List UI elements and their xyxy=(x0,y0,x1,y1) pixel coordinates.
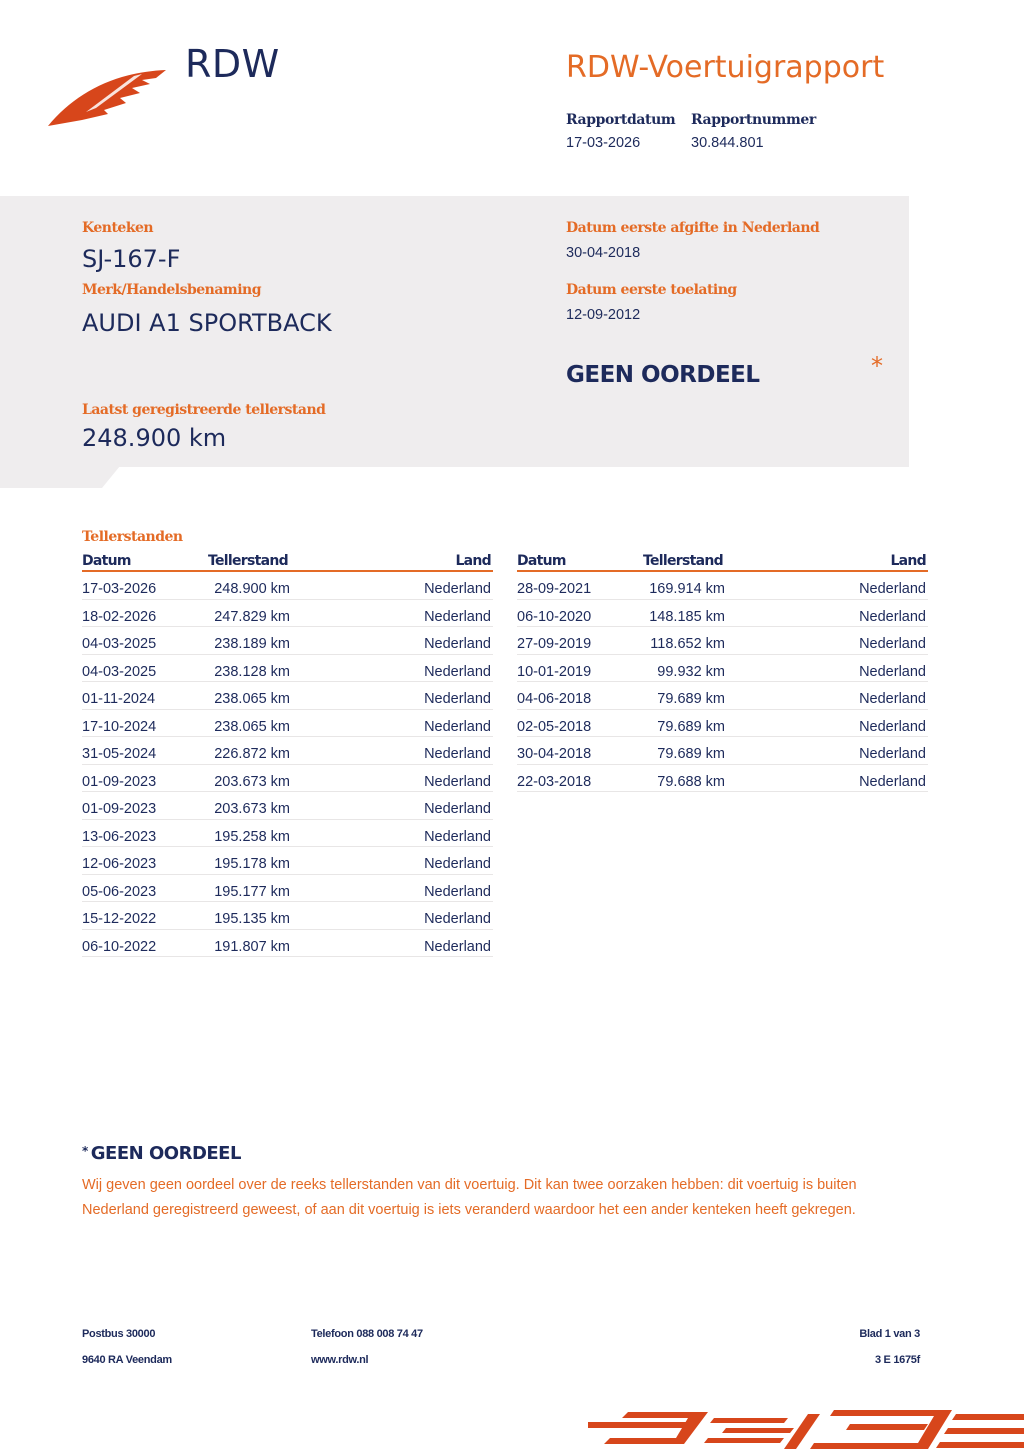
kenteken-value: SJ-167-F xyxy=(82,245,181,273)
cell-datum: 04-06-2018 xyxy=(517,691,592,707)
cell-land: Nederland xyxy=(859,581,926,597)
table-row xyxy=(82,682,493,710)
cell-datum: 06-10-2022 xyxy=(82,938,157,955)
table-row xyxy=(82,737,493,765)
table-row xyxy=(517,655,928,683)
cell-tellerstand: 248.900 km xyxy=(214,581,290,597)
footer-telefoon: Telefoon 088 008 74 47 xyxy=(311,1328,423,1340)
kenteken-label: Kenteken xyxy=(82,220,154,236)
cell-datum: 13-06-2023 xyxy=(82,828,157,845)
table-row xyxy=(82,765,493,793)
header-land: Land xyxy=(455,553,491,569)
eerste-afgifte-label: Datum eerste afgifte in Nederland xyxy=(566,220,820,236)
cell-datum: 12-06-2023 xyxy=(82,856,157,872)
cell-datum: 30-04-2018 xyxy=(517,746,592,762)
cell-land: Nederland xyxy=(424,883,491,900)
tellerstanden-title: Tellerstanden xyxy=(82,529,183,545)
table-row xyxy=(517,627,928,655)
footnote-title-text: GEEN OORDEEL xyxy=(90,1143,241,1164)
cell-land: Nederland xyxy=(859,691,926,707)
cell-tellerstand: 203.673 km xyxy=(214,801,290,817)
cell-tellerstand: 118.652 km xyxy=(650,636,725,652)
table-row xyxy=(517,572,928,600)
rdw-logo-icon xyxy=(46,62,170,130)
cell-land: Nederland xyxy=(424,801,491,817)
cell-tellerstand: 79.688 km xyxy=(657,773,725,790)
cell-land: Nederland xyxy=(859,746,926,762)
header-tellerstand: Tellerstand xyxy=(643,553,723,569)
footnote-title xyxy=(82,1143,241,1164)
footnote-text: Wij geven geen oordeel over de reeks tellerstanden van dit voertuig. Dit kan twee oorzaken hebben: dit voertuig is buiten Nederland geregistreerd geweest, of aan dit voertuig is iets veranderd waardoor het een ander kenteken heeft gekregen. xyxy=(82,1177,857,1218)
merk-value: AUDI A1 SPORTBACK xyxy=(82,309,332,337)
footer-page-number: Blad 1 van 3 xyxy=(859,1328,920,1340)
table-row xyxy=(517,600,928,628)
cell-tellerstand: 238.065 km xyxy=(214,691,290,707)
cell-land: Nederland xyxy=(424,636,491,652)
cell-datum: 15-12-2022 xyxy=(82,911,157,927)
rapportnummer-label: Rapportnummer xyxy=(691,112,816,128)
table-row xyxy=(82,875,493,903)
footer-postbus: Postbus 30000 xyxy=(82,1328,156,1340)
cell-datum: 31-05-2024 xyxy=(82,746,157,762)
cell-land: Nederland xyxy=(859,636,926,652)
cell-land: Nederland xyxy=(424,691,491,707)
rdw-logo-text: RDW xyxy=(185,42,280,86)
table-row xyxy=(82,600,493,628)
cell-tellerstand: 79.689 km xyxy=(657,691,725,707)
cell-tellerstand: 99.932 km xyxy=(657,663,725,680)
cell-land: Nederland xyxy=(424,938,491,955)
rapportdatum-label: Rapportdatum xyxy=(566,112,676,128)
cell-datum: 01-09-2023 xyxy=(82,773,157,790)
tellerstanden-table-right xyxy=(517,551,928,792)
eerste-afgifte-value: 30-04-2018 xyxy=(566,245,641,261)
header-land: Land xyxy=(890,553,926,569)
footer-document-code: 3 E 1675f xyxy=(874,1354,920,1366)
cell-tellerstand: 238.065 km xyxy=(214,718,290,735)
rapportnummer-value: 30.844.801 xyxy=(691,135,764,151)
panel-tab-shape xyxy=(0,466,120,488)
cell-land: Nederland xyxy=(859,663,926,680)
cell-tellerstand: 195.135 km xyxy=(214,911,290,927)
header-tellerstand: Tellerstand xyxy=(208,553,288,569)
cell-tellerstand: 203.673 km xyxy=(214,773,290,790)
cell-datum: 02-05-2018 xyxy=(517,718,592,735)
table-row xyxy=(82,930,493,958)
verdict-footnote-marker: * xyxy=(871,352,883,380)
table-row xyxy=(517,710,928,738)
table-header xyxy=(517,551,928,572)
cell-land: Nederland xyxy=(424,773,491,790)
table-row xyxy=(517,765,928,793)
table-row xyxy=(82,902,493,930)
cell-land: Nederland xyxy=(424,911,491,927)
verdict-text: GEEN OORDEEL xyxy=(566,362,760,388)
document-title: RDW-Voertuigrapport xyxy=(566,50,885,85)
cell-datum: 06-10-2020 xyxy=(517,608,592,625)
table-row xyxy=(82,655,493,683)
cell-datum: 10-01-2019 xyxy=(517,663,592,680)
cell-tellerstand: 238.189 km xyxy=(214,636,290,652)
table-row xyxy=(82,820,493,848)
header-datum: Datum xyxy=(82,553,131,569)
cell-datum: 05-06-2023 xyxy=(82,883,157,900)
tellerstanden-table-left xyxy=(82,551,493,957)
cell-land: Nederland xyxy=(859,718,926,735)
laatste-tellerstand-value: 248.900 km xyxy=(82,424,227,452)
table-row xyxy=(517,682,928,710)
cell-land: Nederland xyxy=(424,718,491,735)
cell-datum: 22-03-2018 xyxy=(517,773,592,790)
cell-tellerstand: 79.689 km xyxy=(657,718,725,735)
cell-tellerstand: 238.128 km xyxy=(214,663,290,680)
eerste-toelating-label: Datum eerste toelating xyxy=(566,282,737,298)
cell-datum: 01-09-2023 xyxy=(82,801,157,817)
table-row xyxy=(517,737,928,765)
cell-datum: 04-03-2025 xyxy=(82,663,157,680)
cell-datum: 17-03-2026 xyxy=(82,581,157,597)
cell-tellerstand: 195.177 km xyxy=(214,883,290,900)
footnote-marker: * xyxy=(82,1144,88,1158)
rapportdatum-value: 17-03-2026 xyxy=(566,135,641,151)
cell-datum: 04-03-2025 xyxy=(82,636,157,652)
cell-datum: 18-02-2026 xyxy=(82,608,157,625)
cell-land: Nederland xyxy=(424,746,491,762)
table-row xyxy=(82,572,493,600)
rdw-decorative-stripes-icon xyxy=(588,1408,1024,1449)
cell-datum: 01-11-2024 xyxy=(82,691,156,707)
laatste-tellerstand-label: Laatst geregistreerde tellerstand xyxy=(82,402,326,418)
cell-land: Nederland xyxy=(859,608,926,625)
cell-land: Nederland xyxy=(424,828,491,845)
cell-land: Nederland xyxy=(424,856,491,872)
footer-website: www.rdw.nl xyxy=(311,1354,369,1366)
cell-datum: 27-09-2019 xyxy=(517,636,592,652)
cell-land: Nederland xyxy=(859,773,926,790)
table-row xyxy=(82,710,493,738)
cell-land: Nederland xyxy=(424,581,491,597)
cell-datum: 28-09-2021 xyxy=(517,581,592,597)
cell-tellerstand: 226.872 km xyxy=(214,746,290,762)
cell-land: Nederland xyxy=(424,663,491,680)
cell-tellerstand: 169.914 km xyxy=(649,581,725,597)
cell-tellerstand: 195.178 km xyxy=(214,856,290,872)
table-row xyxy=(82,792,493,820)
cell-tellerstand: 191.807 km xyxy=(214,938,290,955)
table-header xyxy=(82,551,493,572)
merk-label: Merk/Handelsbenaming xyxy=(82,282,262,298)
footer-adres: 9640 RA Veendam xyxy=(82,1354,172,1366)
eerste-toelating-value: 12-09-2012 xyxy=(566,307,641,323)
header-datum: Datum xyxy=(517,553,566,569)
cell-tellerstand: 195.258 km xyxy=(214,828,290,845)
table-row xyxy=(82,847,493,875)
cell-tellerstand: 148.185 km xyxy=(649,608,725,625)
cell-tellerstand: 247.829 km xyxy=(214,608,290,625)
cell-land: Nederland xyxy=(424,608,491,625)
cell-tellerstand: 79.689 km xyxy=(657,746,725,762)
table-row xyxy=(82,627,493,655)
cell-datum: 17-10-2024 xyxy=(82,718,157,735)
